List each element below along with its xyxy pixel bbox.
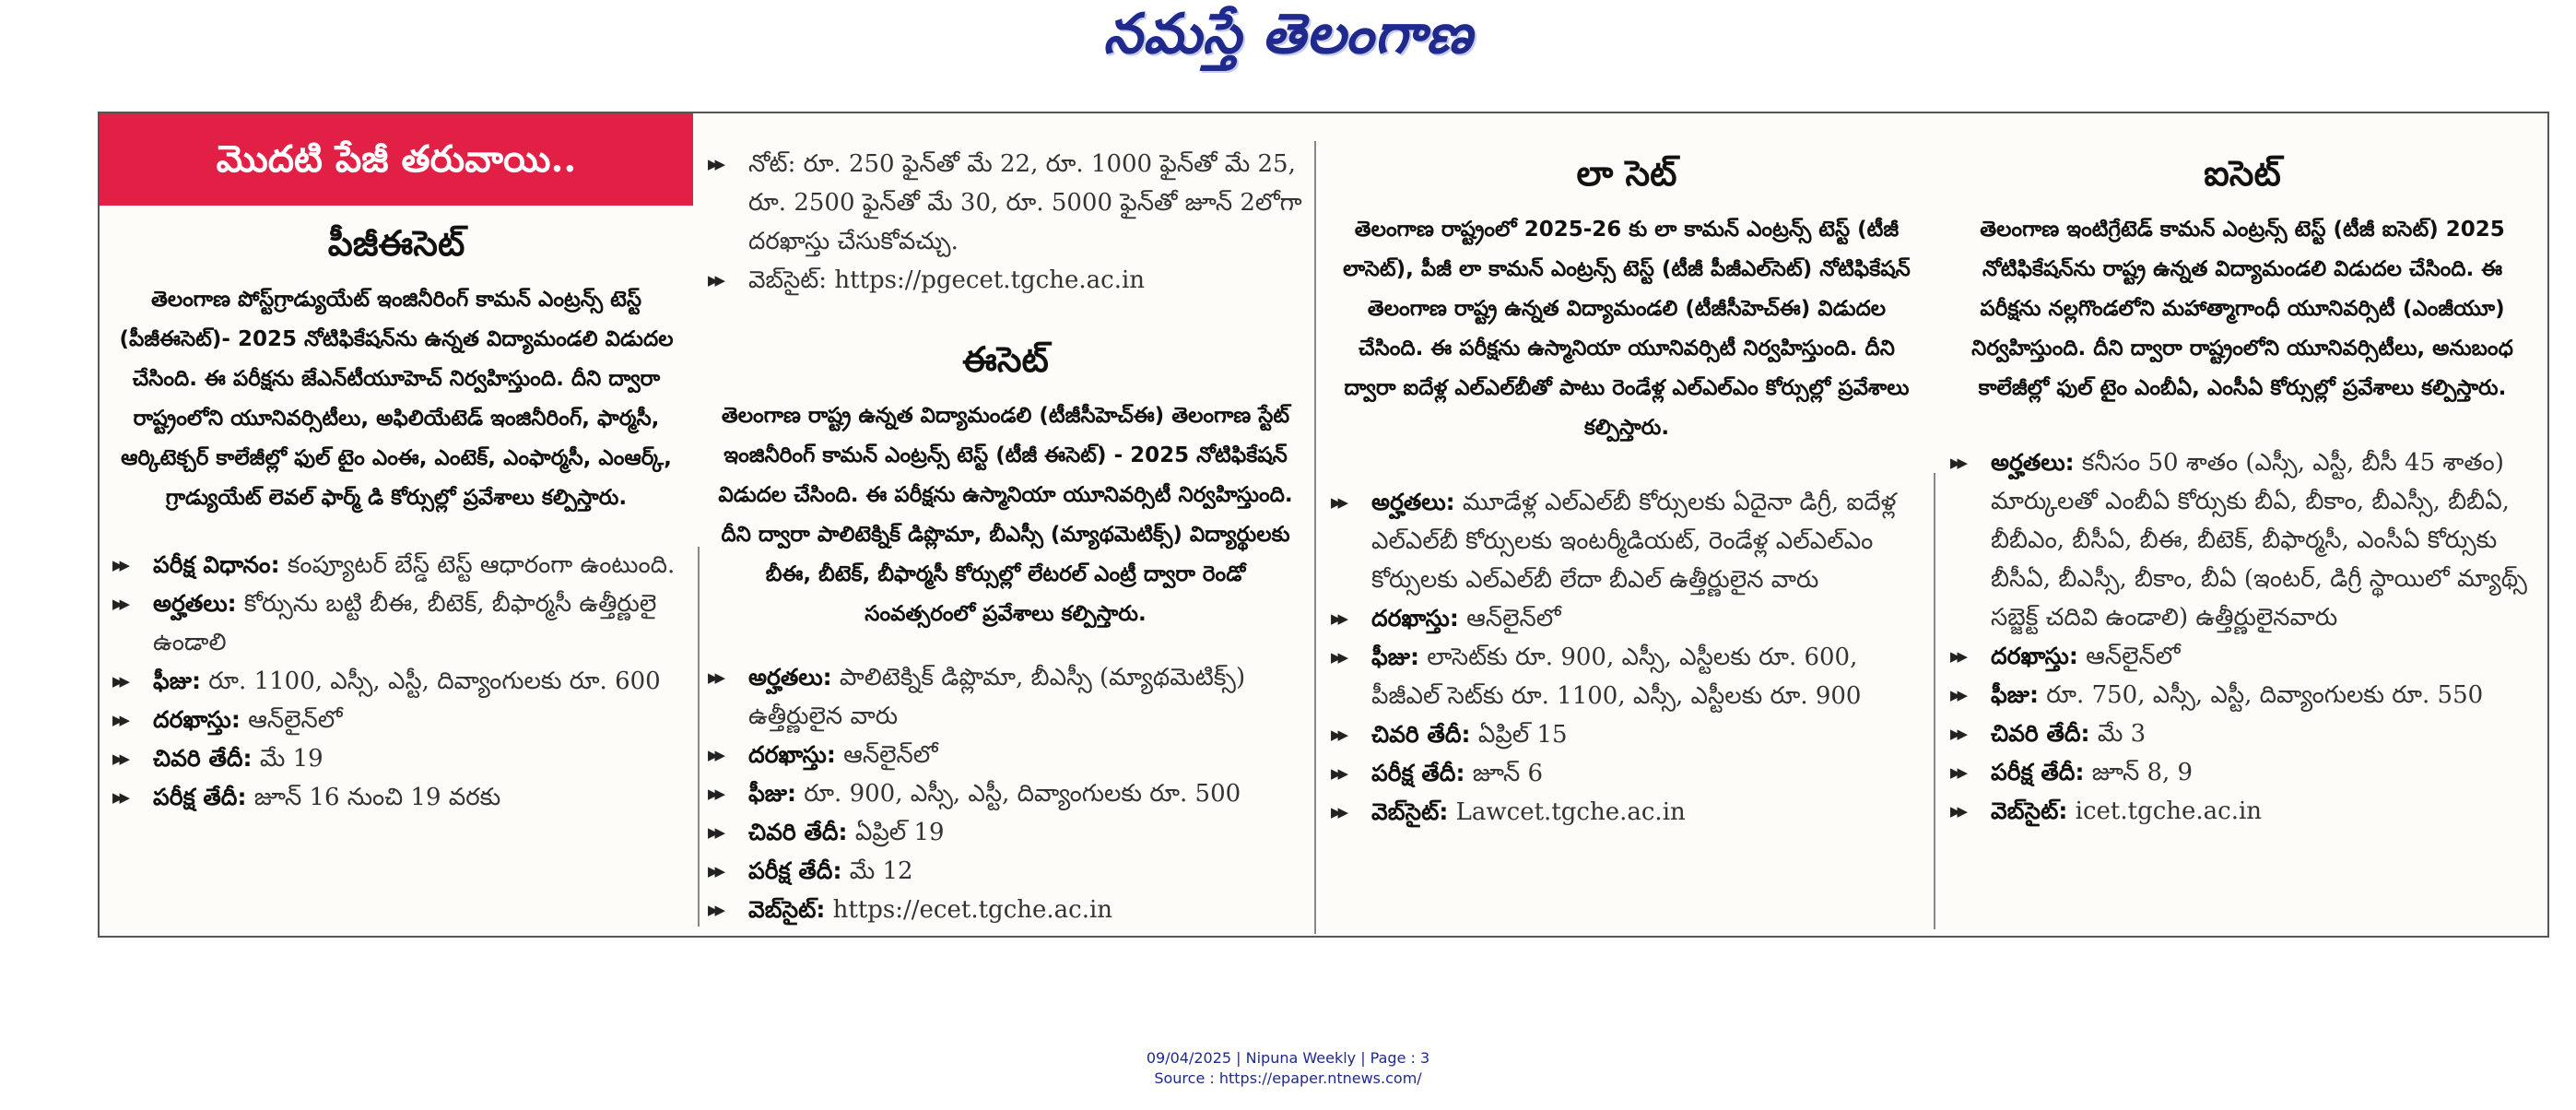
lawcet-list <box>1318 483 1935 832</box>
list-item: ▶▶ నోట్: రూ. 250 ఫైన్‌తో మే 22, రూ. 1000 ఫైన్‌తో మే 25, రూ. 2500 ఫైన్‌తో మే 30, రూ. 5000 ఫైన్‌తో జూన్ 2లోగా దరఖాస్తు చేసుకోవచ్చు. <box>695 145 1303 261</box>
list-item: ▶▶ దరఖాస్తు: ఆన్‌లైన్‌లో <box>1318 599 1923 638</box>
pgecet-list <box>100 546 693 817</box>
list-item: ▶▶ పరీక్ష తేదీ: జూన్ 16 నుంచి 19 వరకు <box>100 778 680 817</box>
list-item: ▶▶ పరీక్ష విధానం: కంప్యూటర్ బేస్డ్ టెస్ట్ ఆధారంగా ఉంటుంది. <box>100 546 680 585</box>
list-item: ▶▶ అర్హతలు: కనీసం 50 శాతం (ఎస్సీ, ఎస్టీ, బీసీ 45 శాతం) మార్కులతో ఎంబీఏ కోర్సుకు బీఏ, బీకాం, బీఎస్సీ, బీబీఏ, బీబీఎం, బీసీఏ, బీఈ, బీటెక్, బీఫార్మసీ, ఎంసీఏ కోర్సుకు బీసీఏ, బీఎస్సీ, బీకాం, బీఏ (ఇంటర్, డిగ్రీ స్థాయిలో మ్యాథ్స్ సబ్జెక్ట్ చదివి ఉండాలి) ఉత్తీర్ణులైనవారు <box>1937 443 2535 637</box>
list-item: ▶▶ దరఖాస్తు: ఆన్‌లైన్‌లో <box>695 736 1303 774</box>
column-divider <box>1934 473 1935 929</box>
list-item: ▶▶ వెబ్‌సైట్: icet.tgche.ac.in <box>1937 792 2535 831</box>
footer-date-line: 09/04/2025 | Nipuna Weekly | Page : 3 <box>1146 1049 1430 1067</box>
list-item: ▶▶ అర్హతలు: కోర్సును బట్టి బీఈ, బీటెక్, బీఫార్మసీ ఉత్తీర్ణులై ఉండాలి <box>100 585 680 662</box>
lawcet-title: లా సెట్ <box>1576 152 1677 194</box>
column-ecet <box>695 113 1316 936</box>
lawcet-intro: తెలంగాణ రాష్ట్రంలో 2025-26 కు లా కామన్ ఎంట్రన్స్ టెస్ట్ (టీజీ లాసెట్), పీజీ లా కామన్ ఎంట్రన్స్ టెస్ట్ (టీజీ పీజీఎల్‌సెట్) నోటిఫికేషన్ తెలంగాణ రాష్ట్ర ఉన్నత విద్యామండలి (టీజీసీహెచ్‌ఈ) విడుదల చేసింది. ఈ పరీక్షను ఉస్మానియా యూనివర్సిటీ నిర్వహిస్తుంది. దీని ద్వారా ఐదేళ్ల ఎల్‌ఎల్‌బీతో పాటు రెండేళ్ల ఎల్‌ఎల్‌ఎం కోర్సుల్లో ప్రవేశాలు కల్పిస్తారు. <box>1343 218 1911 440</box>
list-item: ▶▶ పరీక్ష తేదీ: మే 12 <box>695 852 1303 891</box>
pgecet-title: పీజీఈసెట్ <box>327 222 465 264</box>
list-item: ▶▶ ఫీజు: రూ. 750, ఎస్సీ, ఎస్టీ, దివ్యాంగులకు రూ. 550 <box>1937 676 2535 714</box>
list-item: ▶▶ చివరి తేదీ: మే 3 <box>1937 714 2535 753</box>
list-item: ▶▶ పరీక్ష తేదీ: జూన్ 6 <box>1318 754 1923 793</box>
list-item: ▶▶ దరఖాస్తు: ఆన్‌లైన్‌లో <box>1937 637 2535 676</box>
column-icet <box>1937 113 2547 936</box>
column-pgecet <box>100 113 693 936</box>
page-footer <box>0 1048 2576 1089</box>
list-item: ▶▶ వెబ్‌సైట్: https://ecet.tgche.ac.in <box>695 891 1303 929</box>
list-item: ▶▶ చివరి తేదీ: ఏప్రిల్ 19 <box>695 813 1303 852</box>
article-frame <box>98 112 2549 938</box>
list-item: ▶▶ అర్హతలు: మూడేళ్ల ఎల్‌ఎల్‌బీ కోర్సులకు ఏదైనా డిగ్రీ, ఐదేళ్ల ఎల్‌ఎల్‌బీ కోర్సులకు ఇంటర్మీడియట్, రెండేళ్ల ఎల్‌ఎల్‌ఎం కోర్సులకు ఎల్‌ఎల్‌బీ లేదా బీఎల్ ఉత్తీర్ణులైన వారు <box>1318 483 1923 599</box>
list-item: ▶▶ ఫీజు: రూ. 900, ఎస్సీ, ఎస్టీ, దివ్యాంగులకు రూ. 500 <box>695 774 1303 813</box>
masthead <box>0 0 2576 83</box>
ecet-title: ఈసెట్ <box>962 338 1049 380</box>
icet-list <box>1937 443 2547 831</box>
icet-intro: తెలంగాణ ఇంటిగ్రేటెడ్ కామన్ ఎంట్రన్స్ టెస్ట్ (టీజీ ఐసెట్) 2025 నోటిఫికేషన్‌ను రాష్ట్ర ఉన్నత విద్యామండలి విడుదల చేసింది. ఈ పరీక్షను నల్లగొండలోని మహాత్మాగాంధీ యూనివర్సిటీ (ఎంజీయూ) నిర్వహిస్తుంది. దీని ద్వారా రాష్ట్రంలోని యూనివర్సిటీలు, అనుబంధ కాలేజీల్లో ఫుల్ టైం ఎంబీఏ, ఎంసీఏ కోర్సుల్లో ప్రవేశాలు కల్పిస్తారు. <box>1971 218 2513 400</box>
ecet-intro: తెలంగాణ రాష్ట్ర ఉన్నత విద్యామండలి (టీజీసీహెచ్‌ఈ) తెలంగాణ స్టేట్ ఇంజినీరింగ్ కామన్ ఎంట్రన్స్ టెస్ట్ (టీజీ ఈసెట్) - 2025 నోటిఫికేషన్ విడుదల చేసింది. ఈ పరీక్షను ఉస్మానియా యూనివర్సిటీ నిర్వహిస్తుంది. దీని ద్వారా పాలిటెక్నిక్ డిప్లొమా, బీఎస్సీ (మ్యాథమెటిక్స్) విద్యార్థులకు బీఈ, బీటెక్, బీఫార్మసీ కోర్సుల్లో లేటరల్ ఎంట్రీ ద్వారా రెండో సంవత్సరంలో ప్రవేశాలు కల్పిస్తారు. <box>718 404 1293 626</box>
list-item: ▶▶ వెబ్‌సైట్: https://pgecet.tgche.ac.in <box>695 261 1303 300</box>
list-item: ▶▶ దరఖాస్తు: ఆన్‌లైన్‌లో <box>100 701 680 739</box>
pgecet-continued-list <box>695 145 1316 300</box>
pgecet-intro: తెలంగాణ పోస్ట్‌గ్రాడ్యుయేట్ ఇంజినీరింగ్ కామన్ ఎంట్రన్స్ టెస్ట్ (పీజీఈసెట్)- 2025 నోటిఫికేషన్‌ను ఉన్నత విద్యామండలి విడుదల చేసింది. ఈ పరీక్షను జేఎన్‌టీయూహెచ్ నిర్వహిస్తుంది. దీని ద్వారా రాష్ట్రంలోని యూనివర్సిటీలు, అఫిలియేటెడ్ ఇంజినీరింగ్, ఫార్మసీ, ఆర్కిటెక్చర్ కాలేజీల్లో ఫుల్ టైం ఎంఈ, ఎంటెక్, ఎంఫార్మసీ, ఎంఆర్క్, గ్రాడ్యుయేట్ లెవల్ ఫార్మ్ డి కోర్సుల్లో ప్రవేశాలు కల్పిస్తారు. <box>119 288 674 510</box>
ecet-list <box>695 658 1316 929</box>
list-item: ▶▶ ఫీజు: రూ. 1100, ఎస్సీ, ఎస్టీ, దివ్యాంగులకు రూ. 600 <box>100 662 680 701</box>
continuation-banner: మొదటి పేజీ తరువాయి.. <box>100 113 693 206</box>
list-item: ▶▶ చివరి తేదీ: మే 19 <box>100 739 680 778</box>
list-item: ▶▶ పరీక్ష తేదీ: జూన్ 8, 9 <box>1937 753 2535 792</box>
footer-source-line: Source : https://epaper.ntnews.com/ <box>1154 1069 1422 1087</box>
list-item: ▶▶ చివరి తేదీ: ఏప్రిల్ 15 <box>1318 715 1923 754</box>
list-item: ▶▶ ఫీజు: లాసెట్‌కు రూ. 900, ఎస్సీ, ఎస్టీలకు రూ. 600, పీజీఎల్ సెట్‌కు రూ. 1100, ఎస్సీ, ఎస్టీలకు రూ. 900 <box>1318 638 1923 715</box>
newspaper-title: నమస్తే తెలంగాణ <box>1102 2 1474 66</box>
column-lawcet <box>1318 113 1935 936</box>
list-item: ▶▶ అర్హతలు: పాలిటెక్నిక్ డిప్లొమా, బీఎస్సీ (మ్యాథమెటిక్స్) ఉత్తీర్ణులైన వారు <box>695 658 1303 736</box>
list-item: ▶▶ వెబ్‌సైట్: Lawcet.tgche.ac.in <box>1318 793 1923 832</box>
icet-title: ఐసెట్ <box>2204 152 2281 194</box>
column-divider <box>1314 141 1316 934</box>
